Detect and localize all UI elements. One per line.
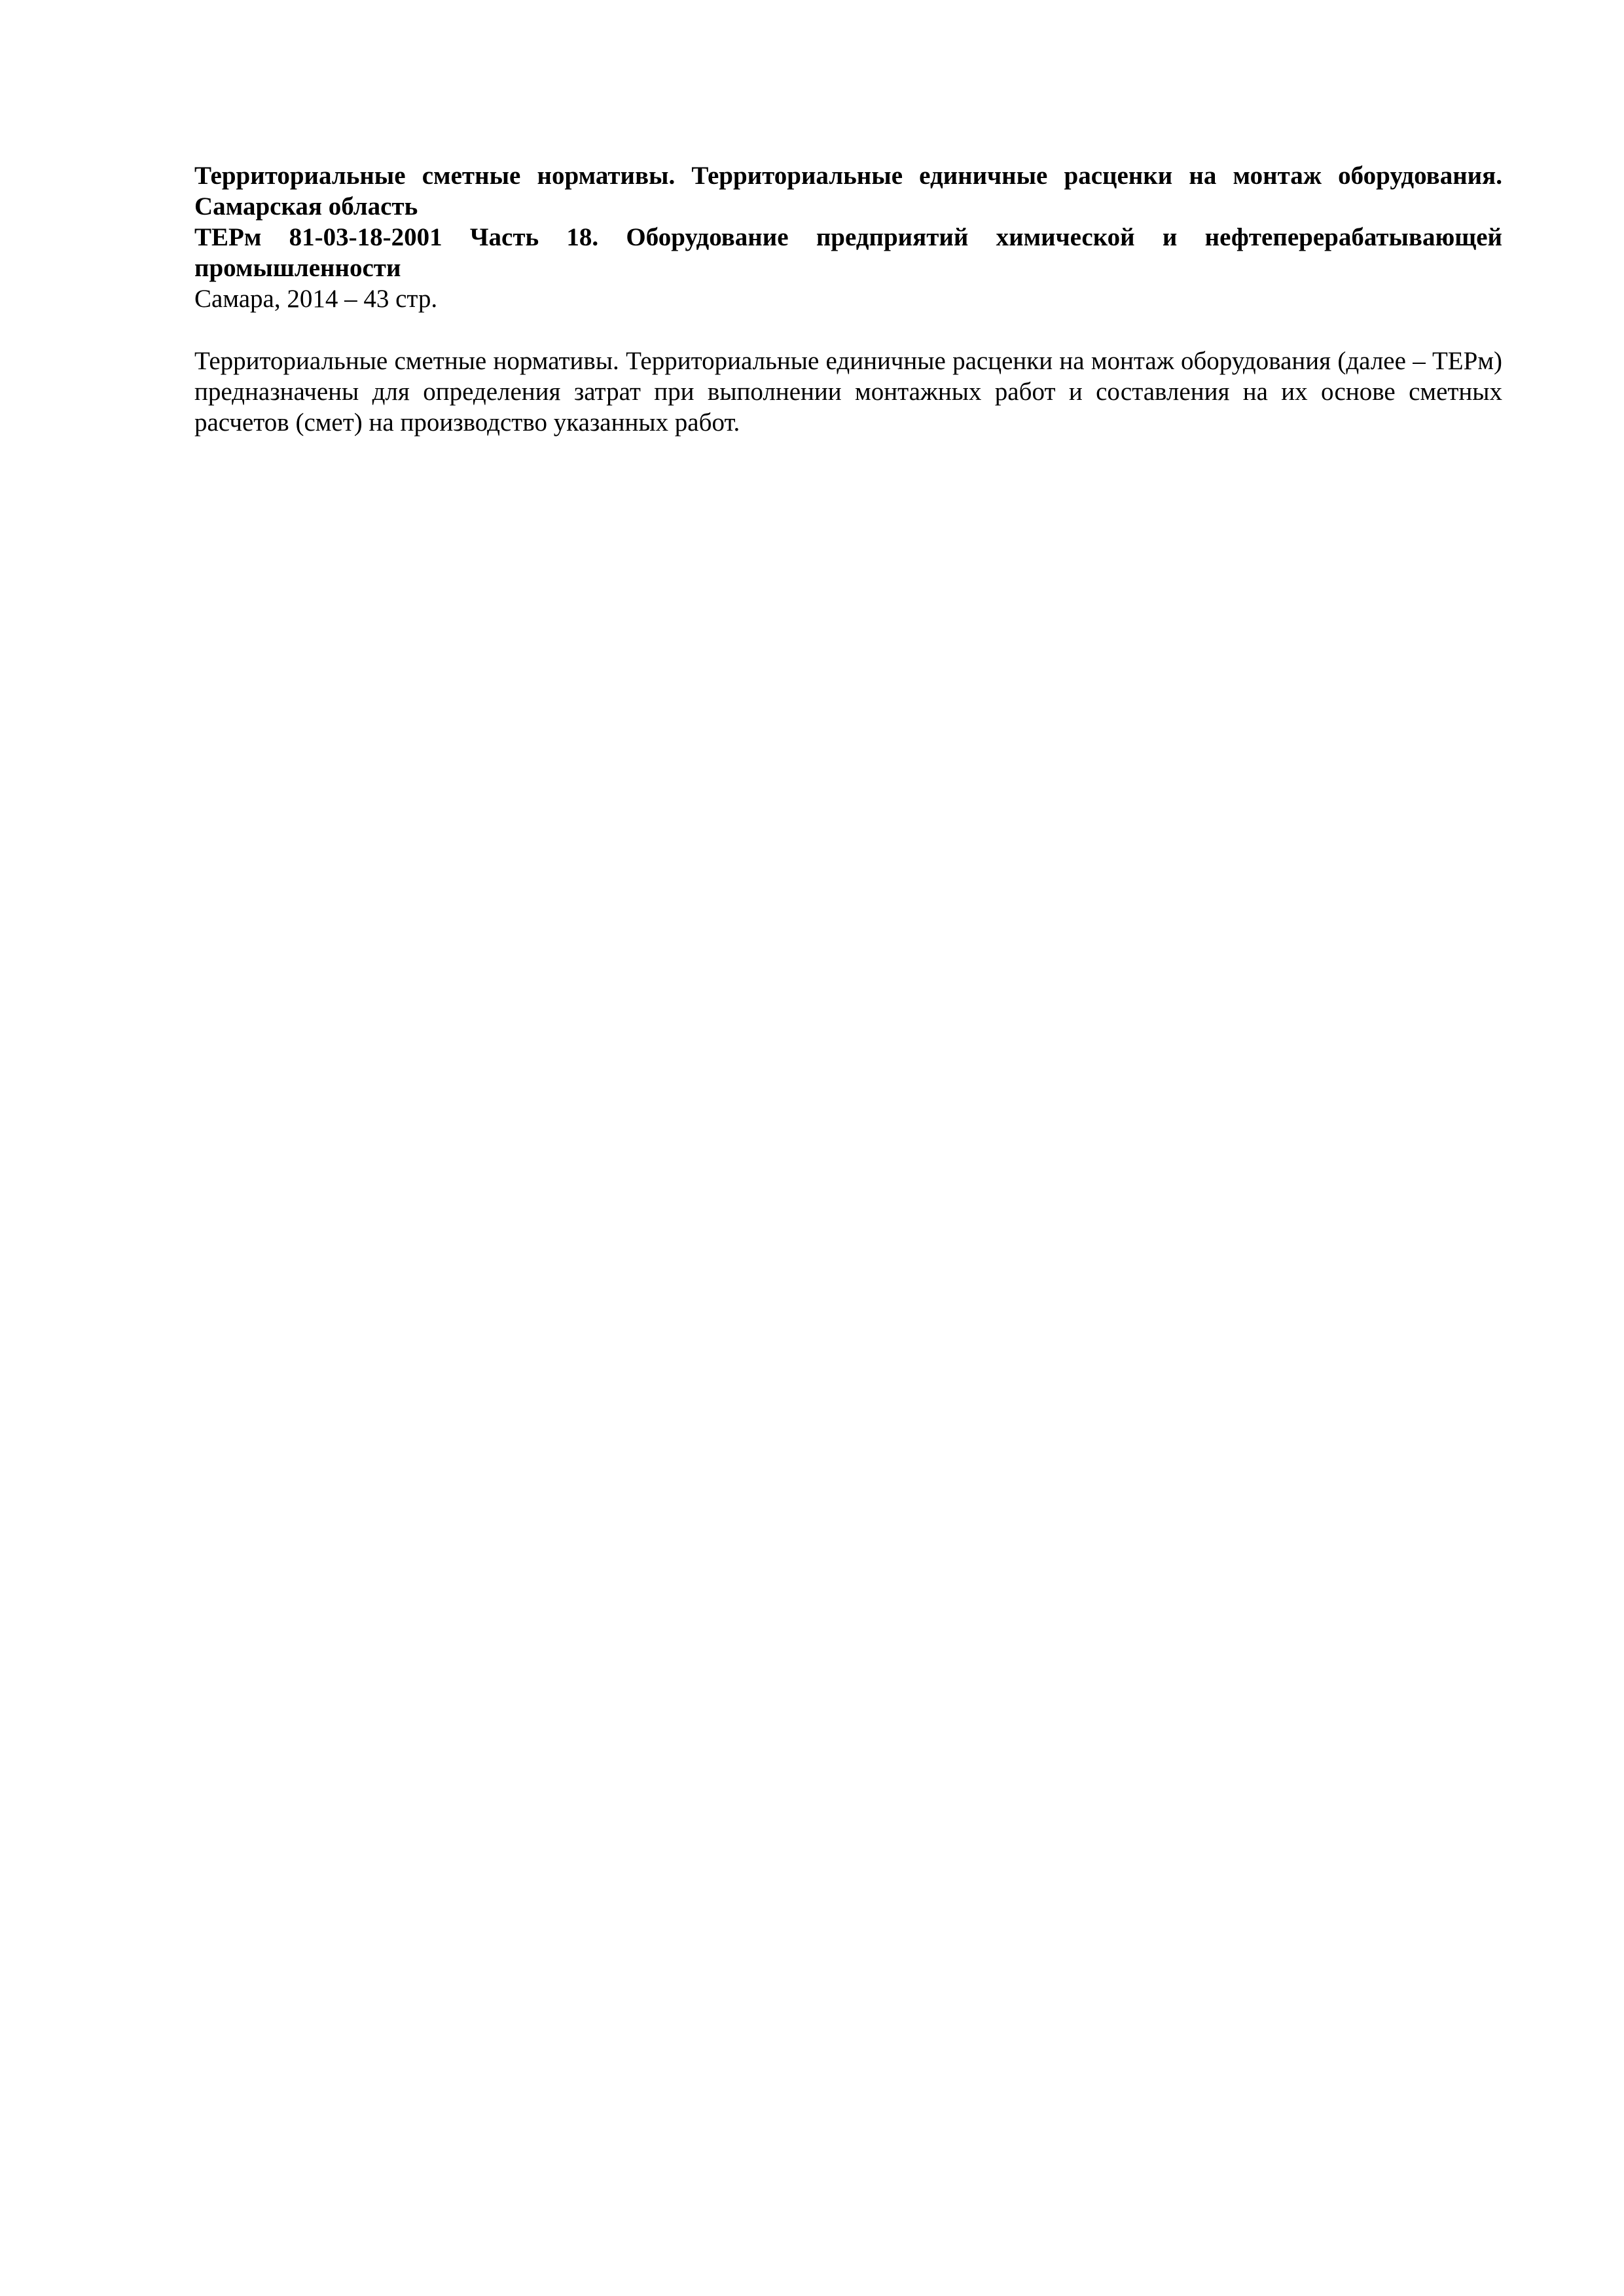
paragraph-spacer bbox=[194, 314, 1502, 346]
document-subtitle: ТЕРм 81-03-18-2001 Часть 18. Оборудование предприятий химической и нефтеперерабатывающей промышленности bbox=[194, 223, 1502, 282]
publication-info: Самара, 2014 – 43 стр. bbox=[194, 285, 438, 313]
document-title: Территориальные сметные нормативы. Территориальные единичные расценки на монтаж оборудования. Самарская область bbox=[194, 162, 1502, 221]
document-description: Территориальные сметные нормативы. Территориальные единичные расценки на монтаж оборудования (далее – ТЕРм) предназначены для определения затрат при выполнении монтажных работ и составления на их основе сметных расчетов (смет) на производство указанных работ. bbox=[194, 347, 1502, 437]
document-body bbox=[194, 160, 1502, 438]
